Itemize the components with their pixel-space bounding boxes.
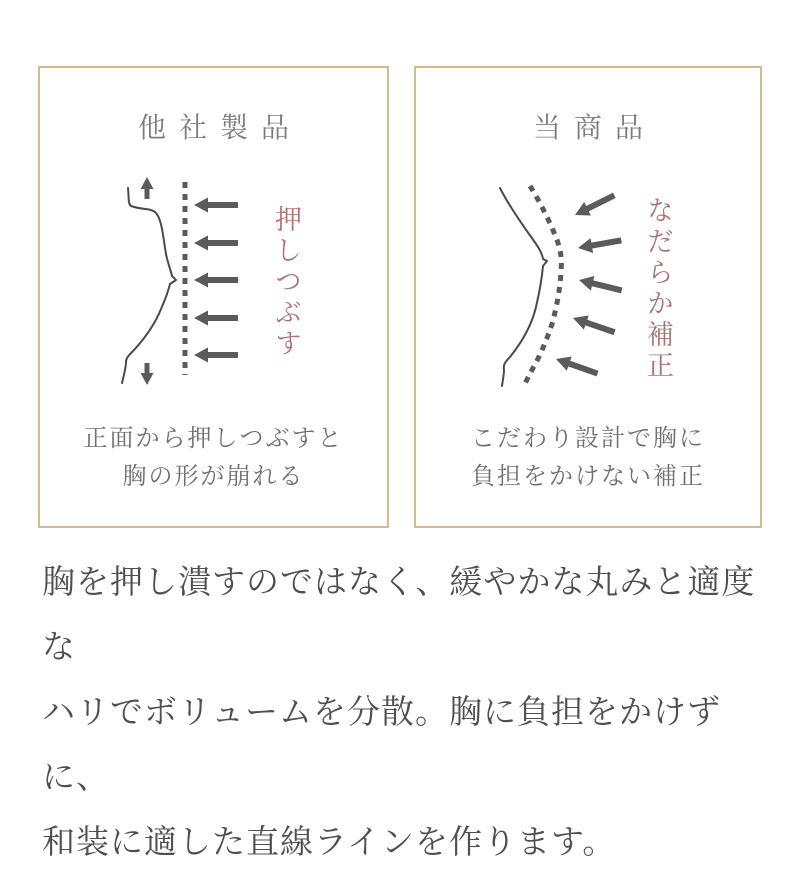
pressure-arrow-icon (194, 348, 238, 363)
caption-line: 正面から押しつぶすと (83, 425, 344, 452)
support-arrow-icon (554, 352, 600, 381)
squeeze-down-arrow-icon (141, 363, 154, 385)
pressure-arrow-icon (194, 311, 238, 326)
panel-caption (40, 420, 387, 496)
support-arrow-icon (571, 311, 617, 339)
description-line: 和装に適した直線ラインを作ります。 (42, 822, 617, 861)
support-arrow-icon (572, 189, 618, 222)
vertical-accent-label: 押しつぶす (270, 205, 301, 360)
pressure-arrow-icon (194, 273, 238, 288)
description-paragraph (42, 549, 782, 874)
support-arrow-icon (577, 233, 623, 255)
body-outline-path (122, 188, 176, 383)
caption-line: 負担をかけない補正 (471, 463, 705, 490)
comparison-panel-our-product (414, 66, 762, 528)
support-line-dotted (525, 186, 561, 384)
caption-line: こだわり設計で胸に (471, 425, 705, 452)
panel-title: 当商品 (532, 112, 656, 143)
description-line: ハリでボリュームを分散。胸に負担をかけずに、 (42, 692, 722, 796)
description-line: 胸を押し潰すのではなく、緩やかな丸みと適度な (42, 562, 756, 666)
caption-line: 胸の形が崩れる (122, 463, 305, 490)
vertical-accent-label: なだらか補正 (642, 196, 673, 382)
squeeze-up-arrow-icon (141, 177, 154, 199)
support-arrow-icon (577, 273, 623, 298)
pressure-arrow-icon (194, 198, 238, 213)
panel-title: 他社製品 (137, 112, 302, 143)
panel-caption (416, 420, 760, 496)
pressure-arrow-icon (194, 236, 238, 251)
comparison-panel-competitor (38, 66, 389, 528)
